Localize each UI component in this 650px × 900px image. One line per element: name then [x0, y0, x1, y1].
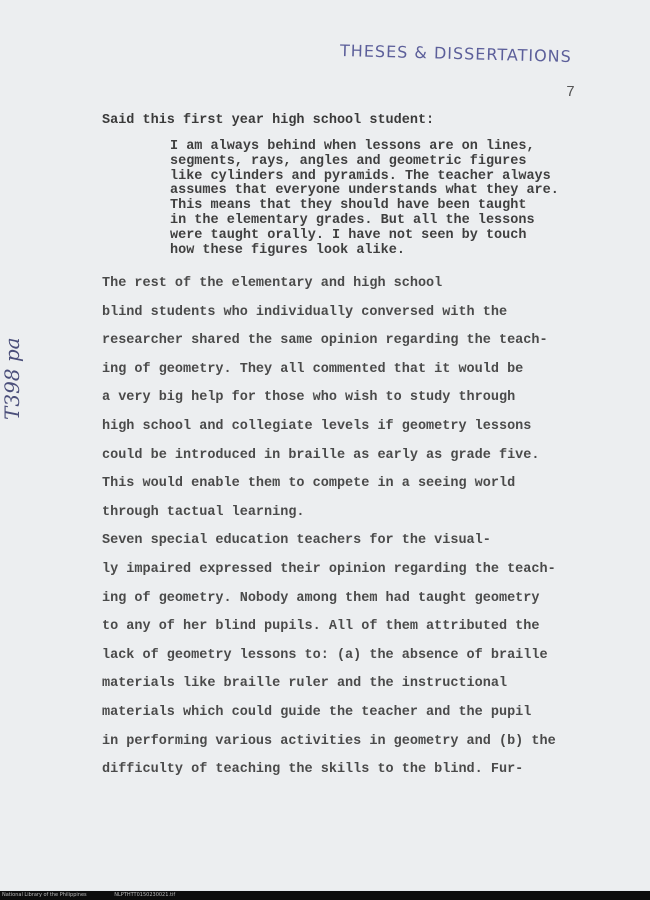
lead-line: Said this first year high school student: [102, 113, 435, 128]
body-line: Seven special education teachers for the visual- [102, 533, 491, 549]
body-line: through tactual learning. [102, 504, 305, 520]
body-line: to any of her blind pupils. All of them attributed the [102, 619, 540, 635]
body-line: This would enable them to compete in a seeing world [102, 476, 516, 492]
body-line: could be introduced in braille as early as grade five. [102, 447, 540, 463]
body-line: materials which could guide the teacher and the pupil [102, 704, 532, 720]
footer-file-code: NLPTHTT0150230021.tif [114, 892, 176, 898]
body-line: ly impaired expressed their opinion regarding the teach- [102, 561, 556, 577]
body-line: in performing various activities in geometry and (b) the [102, 733, 556, 749]
body-text [102, 270, 602, 785]
quote-line: how these figures look alike. [170, 242, 405, 258]
body-line: The rest of the elementary and high school [102, 276, 443, 291]
quote-line: This means that they should have been taught [170, 198, 527, 214]
archive-stamp: THESES & DISSERTATIONS [339, 40, 573, 67]
handwritten-call-number: T398 pa [0, 337, 24, 420]
body-line: ing of geometry. They all commented that it would be [102, 361, 524, 377]
body-line: ing of geometry. Nobody among them had taught geometry [102, 590, 540, 606]
quote-line: in the elementary grades. But all the lessons [170, 212, 535, 228]
body-line: blind students who individually conversed with the [102, 304, 508, 320]
quote-line: like cylinders and pyramids. The teacher always [170, 168, 551, 184]
block-quote [170, 140, 570, 258]
footer-library: National Library of the Philippines [2, 892, 87, 898]
body-line: a very big help for those who wish to study through [102, 390, 516, 406]
body-line: difficulty of teaching the skills to the blind. Fur- [102, 762, 524, 778]
scan-footer [0, 891, 650, 900]
page-number: 7 [566, 84, 576, 101]
body-line: high school and collegiate levels if geometry lessons [102, 418, 532, 434]
quote-line: I am always behind when lessons are on lines, [170, 139, 535, 154]
quote-line: were taught orally. I have not seen by touch [170, 227, 527, 243]
body-line: materials like braille ruler and the instructional [102, 676, 508, 692]
body-line: researcher shared the same opinion regarding the teach- [102, 333, 548, 349]
quote-line: segments, rays, angles and geometric figures [170, 153, 527, 169]
body-line: lack of geometry lessons to: (a) the absence of braille [102, 647, 548, 663]
quote-line: assumes that everyone understands what they are. [170, 183, 559, 199]
